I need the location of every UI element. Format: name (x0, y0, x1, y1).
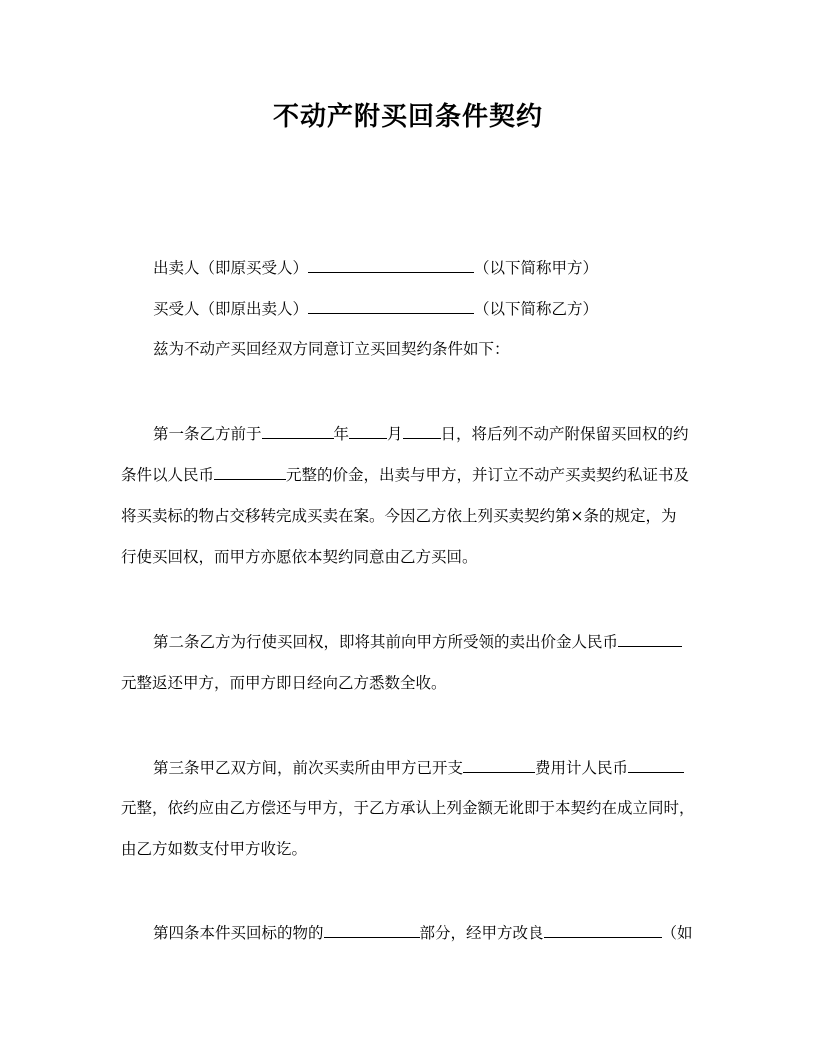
article-4-line-1 (153, 922, 697, 943)
refund-amount-blank[interactable] (618, 631, 682, 647)
article-1-text: 元整的价金，出卖与甲方，并订立不动产买卖契约私证书及 (286, 466, 690, 484)
article-1-line-2 (121, 464, 697, 485)
seller-suffix: （以下简称甲方） (474, 259, 599, 277)
day-blank[interactable] (403, 423, 441, 439)
buyer-line (153, 298, 697, 319)
article-3-line-1 (153, 757, 697, 778)
article-3-text: 费用计人民币 (535, 759, 629, 777)
article-4-text: 第四条本件买回标的物的 (153, 924, 324, 942)
article-1-text: 日，将后列不动产附保留买回权的约 (440, 425, 689, 443)
article-2-line-1 (153, 631, 697, 652)
seller-name-blank[interactable] (308, 257, 474, 273)
improvement-blank[interactable] (544, 922, 662, 938)
article-1-line-1 (153, 423, 697, 444)
article-1-text: 第一条乙方前于 (153, 425, 262, 443)
month-blank[interactable] (349, 423, 387, 439)
article-2-line-2: 元整返还甲方，而甲方即日经向乙方悉数全收。 (121, 674, 447, 692)
article-4-text: （如 (661, 924, 693, 942)
article-4-text: 部分，经甲方改良 (419, 924, 544, 942)
year-blank[interactable] (262, 423, 334, 439)
year-label: 年 (333, 425, 350, 443)
intro-line: 兹为不动产买回经双方同意订立买回契约条件如下： (153, 340, 510, 358)
article-3-text: 第三条甲乙双方间，前次买卖所由甲方已开支 (153, 759, 464, 777)
article-1-text: 条件以人民币 (121, 466, 215, 484)
expense-item-blank[interactable] (463, 757, 535, 773)
article-2-text: 第二条乙方为行使买回权，即将其前向甲方所受领的卖出价金人民币 (153, 633, 619, 651)
article-3-line-2: 元整，依约应由乙方偿还与甲方，于乙方承认上列金额无讹即于本契约在成立同时， (121, 799, 695, 817)
seller-label: 出卖人（即原买受人） (153, 259, 309, 277)
month-label: 月 (387, 425, 403, 443)
expense-amount-blank[interactable] (628, 757, 684, 773)
article-1-line-3: 将买卖标的物占交移转完成买卖在案。今因乙方依上列买卖契约第×条的规定，为 (121, 507, 677, 525)
article-3-line-3: 由乙方如数支付甲方收讫。 (121, 840, 308, 858)
document-title: 不动产附买回条件契约 (272, 102, 543, 132)
buyer-suffix: （以下简称乙方） (474, 300, 599, 318)
article-1-line-4: 行使买回权，而甲方亦愿依本契约同意由乙方买回。 (121, 548, 478, 566)
price-blank[interactable] (214, 464, 286, 480)
seller-line (153, 257, 697, 278)
object-part-blank[interactable] (324, 922, 420, 938)
buyer-label: 买受人（即原出卖人） (153, 300, 309, 318)
buyer-name-blank[interactable] (308, 298, 474, 314)
